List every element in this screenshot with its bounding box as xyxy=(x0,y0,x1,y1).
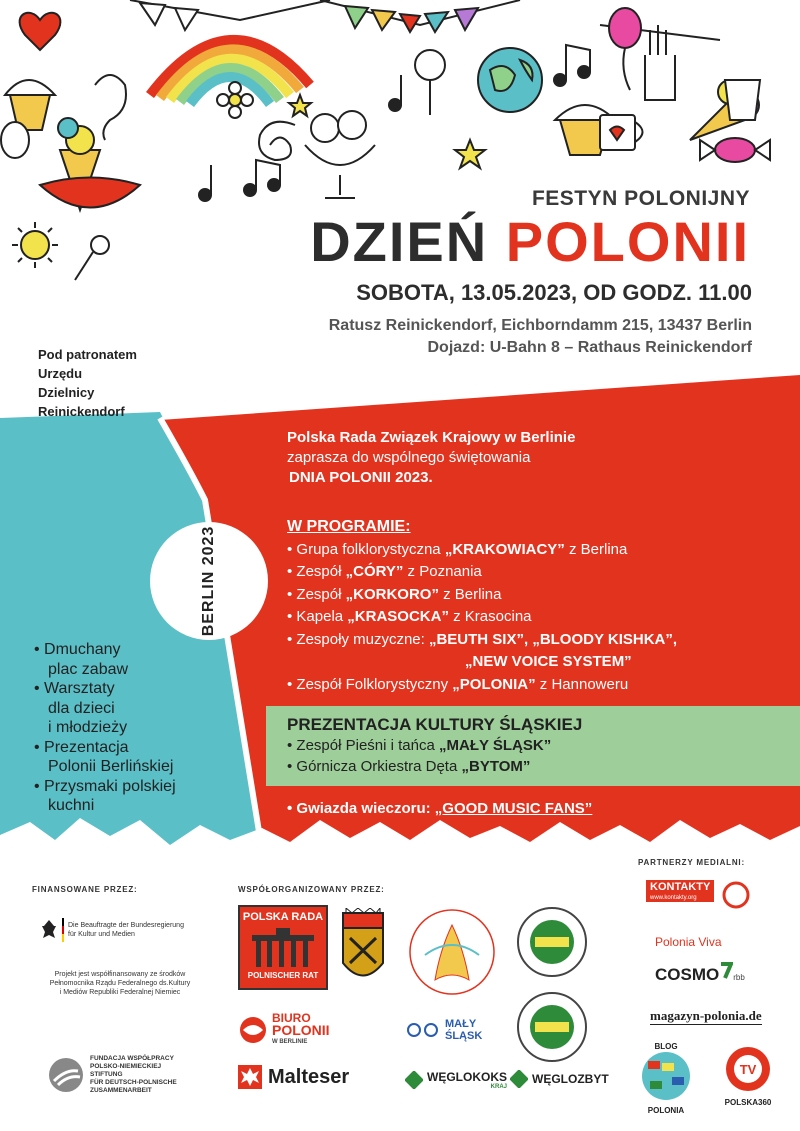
programme-item: • Zespoły muzyczne: „BEUTH SIX”, „BLOODY KISHKA”, xyxy=(287,630,678,648)
event-address: Ratusz Reinickendorf, Eichborndamm 215, 13437 Berlin xyxy=(328,317,752,334)
bkm-logo xyxy=(40,915,200,945)
cosmo-mark-icon xyxy=(719,962,733,980)
attraction-item: • Warsztaty dla dzieci i młodzieży xyxy=(34,680,128,736)
attractions-list xyxy=(34,640,214,816)
programme-item: • Kapela „KRASOCKA” z Krasocina xyxy=(287,608,532,625)
weglokoks-icon xyxy=(405,1071,423,1089)
weglozbyt-logo: WĘGLOZBYT xyxy=(510,1070,609,1088)
programme-item: • Zespół „CÓRY” z Poznania xyxy=(287,563,482,580)
silesia-section xyxy=(287,714,582,777)
kontakty-logo: KONTAKTY www.kontakty.org xyxy=(646,880,756,910)
cosmo-logo: COSMO rbb xyxy=(655,962,745,985)
programme-item: • Grupa folklorystyczna „KRAKOWIACY” z Berlina xyxy=(287,540,628,558)
polonia-viva-logo: Polonia Viva xyxy=(655,935,722,949)
page-title xyxy=(150,212,750,272)
invite-line: zaprasza do wspólnego świętowania xyxy=(287,449,531,466)
badge-text: BERLIN 2023 xyxy=(200,525,217,637)
biuro-polonii-logo: BIURO POLONII W BERLINIE xyxy=(238,1012,330,1048)
attraction-item: • Przysmaki polskiej kuchni xyxy=(34,777,176,814)
financed-heading: FINANSOWANE PRZEZ: xyxy=(32,885,138,894)
eagle-icon xyxy=(40,918,58,942)
programme-item-continued: „NEW VOICE SYSTEM” xyxy=(465,653,632,670)
event-transport: Dojazd: U-Bahn 8 – Rathaus Reinickendorf xyxy=(427,339,752,356)
flower-icon xyxy=(405,1018,441,1042)
weglokoks-logo: WĘGLOKOKS KRAJ xyxy=(405,1070,507,1090)
programme-heading: W PROGRAMIE: xyxy=(287,518,411,535)
event-address-block xyxy=(200,315,752,359)
programme-item: • Zespół „KORKORO” z Berlina xyxy=(287,585,502,603)
bkm-line: für Kultur und Medien xyxy=(68,931,135,938)
polska-rada-logo: POLSKA RADA POLNISCHER RAT xyxy=(238,905,328,990)
patronage-line: Urzędu xyxy=(38,366,83,381)
reinickendorf-coat-of-arms xyxy=(338,908,388,988)
silesia-item: • Zespół Pieśni i tańca „MAŁY ŚLĄSK” xyxy=(287,737,552,754)
cofinance-note: Projekt jest współfinansowany ze środków Pełnomocnika Rządu Federalnego ds.Kultury i Mediów Republiki Federalnej Niemiec xyxy=(49,971,191,996)
blog-polonia-logo: BLOG POLONIA xyxy=(636,1042,696,1115)
patronage-line: Reinickendorf xyxy=(38,404,125,419)
svg-text:TV: TV xyxy=(739,1062,757,1077)
silesia-heading: PREZENTACJA KULTURY ŚLĄSKIEJ xyxy=(287,715,583,734)
malteser-logo: Malteser xyxy=(238,1065,349,1089)
silesia-item: • Górnicza Orkiestra Dęta „BYTOM” xyxy=(287,758,531,775)
patronage-note xyxy=(38,345,137,421)
fundacja-logo: FUNDACJA WSPÓŁPRACY POLSKO-NIEMIECKIEJ STIFTUNG FÜR DEUTSCH-POLNISCHE ZUSAMMENARBEIT xyxy=(48,1055,177,1095)
maltese-cross-icon xyxy=(238,1065,262,1089)
polska360-logo: TV POLSKA360 xyxy=(718,1045,778,1107)
weglozbyt-icon xyxy=(510,1070,528,1088)
zespol-piesni-logo xyxy=(405,905,500,1000)
maly-slask-logo: MAŁY ŚLĄSK xyxy=(405,1018,500,1042)
bytom-union-logo xyxy=(515,905,590,980)
kontakty-emblem-icon xyxy=(721,880,751,910)
event-subtitle: FESTYN POLONIJNY xyxy=(531,187,750,210)
biuro-polonii-icon xyxy=(238,1015,268,1045)
brandenburg-gate-icon xyxy=(240,923,326,971)
flag-stripe xyxy=(62,918,64,942)
magazyn-polonia-logo: magazyn-polonia.de xyxy=(650,1008,762,1023)
title-dzien: DZIEŃ xyxy=(310,210,489,273)
bkm-line: Die Beauftragte der Bundesregierung xyxy=(68,922,184,929)
organizer: Polska Rada Związek Krajowy w Berlinie xyxy=(287,429,576,446)
berlin-2023-badge xyxy=(150,522,268,640)
patronage-line: Pod patronatem xyxy=(38,347,137,362)
fundacja-icon xyxy=(48,1057,84,1093)
programme xyxy=(287,516,787,696)
programme-item: • Zespół Folklorystyczny „POLONIA” z Hannoweru xyxy=(287,675,629,693)
bytom-orchestra-logo xyxy=(515,990,590,1065)
attraction-item: • Prezentacja Polonii Berlińskiej xyxy=(34,738,174,775)
title-polonii: POLONII xyxy=(505,210,750,273)
invite-event: DNIA POLONII 2023. xyxy=(289,469,433,486)
patronage-line: Dzielnicy xyxy=(38,385,95,400)
coorganized-heading: WSPÓŁORGANIZOWANY PRZEZ: xyxy=(238,885,385,894)
partners-heading: PARTNERZY MEDIALNI: xyxy=(638,858,745,867)
headliner: • Gwiazda wieczoru: „GOOD MUSIC FANS” xyxy=(287,800,593,817)
event-date: SOBOTA, 13.05.2023, OD GODZ. 11.00 xyxy=(356,280,752,305)
polska360-tv-icon xyxy=(724,1045,772,1093)
invitation xyxy=(287,428,747,488)
globe-flags-icon xyxy=(640,1051,692,1101)
attraction-item: • Dmuchany plac zabaw xyxy=(34,641,129,678)
